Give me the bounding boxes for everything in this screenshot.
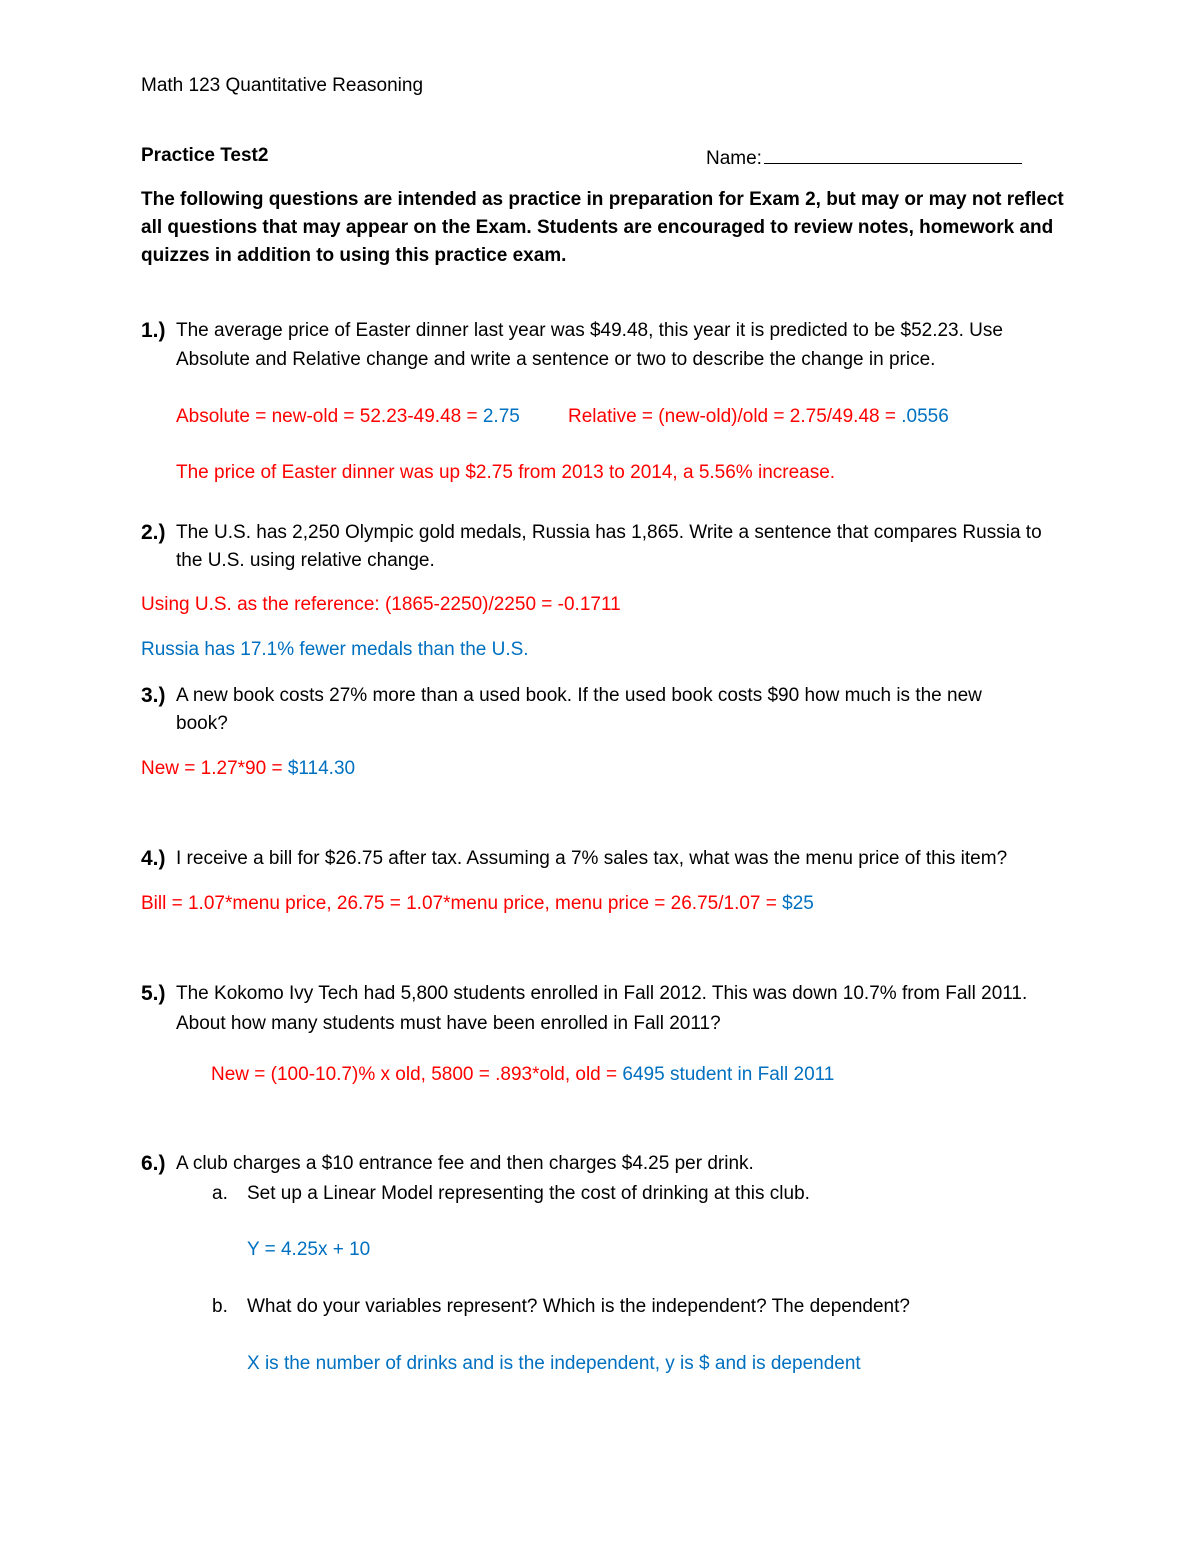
q5-work-equation: New = (100-10.7)% x old, 5800 = .893*old, old = xyxy=(211,1064,623,1085)
q4-line-1: I receive a bill for $26.75 after tax. Assuming a 7% sales tax, what was the menu price of this item? xyxy=(176,848,1008,869)
q5-line-1: The Kokomo Ivy Tech had 5,800 students enrolled in Fall 2012. This was down 10.7% from Fall 2011. xyxy=(176,983,1028,1004)
q2-number: 2.) xyxy=(141,521,166,544)
q6-b-label: b. xyxy=(212,1296,228,1317)
q3-work-equation: New = 1.27*90 = xyxy=(141,758,288,779)
q3-work-result: $114.30 xyxy=(287,758,356,779)
q3-number: 3.) xyxy=(141,684,166,707)
name-underline xyxy=(764,145,1022,164)
intro-line-2: all questions that may appear on the Exam. Students are encouraged to review notes, homework and xyxy=(141,217,1054,238)
q4-number: 4.) xyxy=(141,847,166,870)
q6-a-label: a. xyxy=(212,1183,228,1204)
q6-a-text: Set up a Linear Model representing the cost of drinking at this club. xyxy=(247,1183,810,1204)
q4-work-equation: Bill = 1.07*menu price, 26.75 = 1.07*menu price, menu price = 26.75/1.07 = xyxy=(141,893,783,914)
q3-line-2: book? xyxy=(176,713,228,734)
q1-number: 1.) xyxy=(141,319,166,342)
q4-work-result: $25 xyxy=(782,893,814,914)
q4-work xyxy=(141,893,814,915)
q1-relative-work: Relative = (new-old)/old = 2.75/49.48 = xyxy=(568,406,902,427)
q6-b-answer: X is the number of drinks and is the independent, y is $ and is dependent xyxy=(247,1353,861,1374)
q3-line-1: A new book costs 27% more than a used book. If the used book costs $90 how much is the new xyxy=(176,685,982,706)
q5-line-2: About how many students must have been enrolled in Fall 2011? xyxy=(176,1013,721,1034)
test-title: Practice Test2 xyxy=(141,145,269,166)
q5-work-result: 6495 student in Fall 2011 xyxy=(622,1064,835,1085)
q1-relative-result: .0556 xyxy=(901,406,949,427)
q1-line-2: Absolute and Relative change and write a sentence or two to describe the change in price. xyxy=(176,349,936,370)
q2-work: Using U.S. as the reference: (1865-2250)/2250 = -0.1711 xyxy=(141,594,621,615)
q6-number: 6.) xyxy=(141,1152,166,1175)
q6-line-1: A club charges a $10 entrance fee and then charges $4.25 per drink. xyxy=(176,1153,754,1174)
q5-number: 5.) xyxy=(141,982,166,1005)
name-field xyxy=(706,145,1022,170)
q2-line-1: The U.S. has 2,250 Olympic gold medals, Russia has 1,865. Write a sentence that compares Russia to xyxy=(176,522,1042,543)
q2-line-2: the U.S. using relative change. xyxy=(176,550,435,571)
intro-line-1: The following questions are intended as practice in preparation for Exam 2, but may or may not reflect xyxy=(141,189,1064,210)
intro-line-3: quizzes in addition to using this practice exam. xyxy=(141,245,567,266)
q1-answer: The price of Easter dinner was up $2.75 from 2013 to 2014, a 5.56% increase. xyxy=(176,462,836,483)
q2-answer: Russia has 17.1% fewer medals than the U.S. xyxy=(141,639,529,660)
q5-work xyxy=(211,1064,834,1086)
q1-absolute-work: Absolute = new-old = 52.23-49.48 = xyxy=(176,406,483,427)
course-title: Math 123 Quantitative Reasoning xyxy=(141,75,424,96)
q3-work xyxy=(141,758,355,780)
q1-absolute-result: 2.75 xyxy=(482,406,520,427)
name-label: Name: xyxy=(706,148,762,169)
q1-line-1: The average price of Easter dinner last year was $49.48, this year it is predicted to be $52.23. Use xyxy=(176,320,1003,341)
q1-absolute-change xyxy=(176,406,520,428)
q6-a-answer: Y = 4.25x + 10 xyxy=(247,1239,371,1260)
q1-relative-change xyxy=(568,406,949,428)
q6-b-text: What do your variables represent? Which is the independent? The dependent? xyxy=(247,1296,910,1317)
